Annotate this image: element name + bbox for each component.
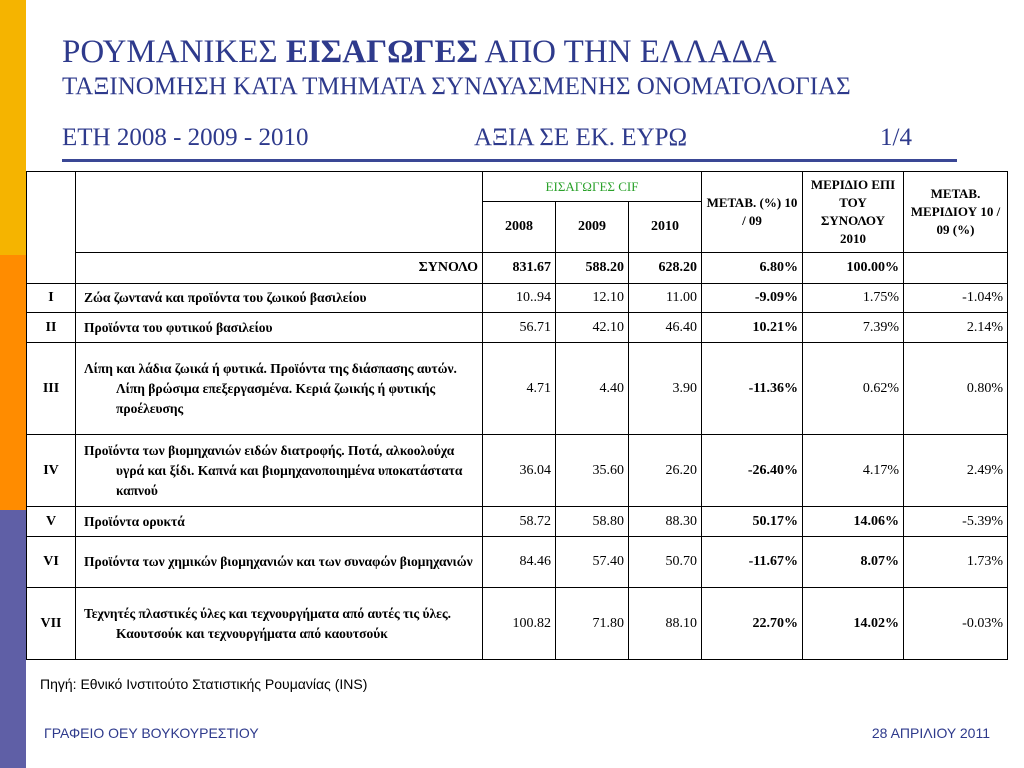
title-part-1: ΡΟΥΜΑΝΙΚΕΣ [62, 34, 286, 70]
sidebar-band-purple [0, 510, 26, 768]
row-number: IV [27, 435, 76, 507]
row-2010: 50.70 [629, 537, 702, 588]
total-row [27, 253, 1008, 284]
row-2010: 26.20 [629, 435, 702, 507]
row-2008: 100.82 [483, 588, 556, 660]
row-change: -26.40% [702, 435, 803, 507]
cif-header: ΕΙΣΑΓΩΓΕΣ CIF [483, 172, 702, 202]
total-share-change [904, 253, 1008, 284]
row-2009: 42.10 [556, 313, 629, 343]
row-2009: 57.40 [556, 537, 629, 588]
year-header: 2009 [556, 202, 629, 253]
value-unit-label: ΑΞΙΑ ΣΕ ΕΚ. ΕΥΡΩ [474, 124, 688, 151]
row-2008: 84.46 [483, 537, 556, 588]
row-change: 22.70% [702, 588, 803, 660]
imports-table [26, 171, 1008, 660]
total-2009: 588.20 [556, 253, 629, 284]
row-number: III [27, 343, 76, 435]
row-2008: 56.71 [483, 313, 556, 343]
row-share-change: -1.04% [904, 284, 1008, 313]
table-row [27, 313, 1008, 343]
row-2008: 58.72 [483, 507, 556, 537]
header-empty-desc [76, 172, 483, 253]
table-row [27, 435, 1008, 507]
sidebar-decoration [0, 0, 26, 768]
title-divider [62, 159, 957, 162]
row-description: Προϊόντα του φυτικού βασιλείου [76, 313, 483, 343]
page-title [62, 32, 962, 72]
share-header: ΜΕΡΙΔΙΟ ΕΠΙ ΤΟΥ ΣΥΝΟΛΟΥ 2010 [803, 172, 904, 253]
row-2010: 3.90 [629, 343, 702, 435]
year-header: 2008 [483, 202, 556, 253]
page-subtitle: ΤΑΞΙΝΟΜΗΣΗ ΚΑΤΑ ΤΜΗΜΑΤΑ ΣΥΝΔΥΑΣΜΕΝΗΣ ΟΝΟΜΑΤΟΛΟΓΙΑΣ [62, 73, 851, 100]
row-2008: 10..94 [483, 284, 556, 313]
row-2008: 4.71 [483, 343, 556, 435]
row-share: 0.62% [803, 343, 904, 435]
row-share-change: 1.73% [904, 537, 1008, 588]
page-number: 1/4 [880, 124, 912, 151]
row-description: Προϊόντα των βιομηχανιών ειδών διατροφής. Ποτά, αλκοολούχα υγρά και ξίδι. Καπνά και βιομηχανοποιημένα υποκατάστατα καπνού [76, 435, 483, 507]
row-number: VI [27, 537, 76, 588]
row-number: II [27, 313, 76, 343]
table-row [27, 537, 1008, 588]
row-number: VII [27, 588, 76, 660]
row-2009: 12.10 [556, 284, 629, 313]
total-share: 100.00% [803, 253, 904, 284]
source-note: Πηγή: Εθνικό Ινστιτούτο Στατιστικής Ρουμανίας (INS) [40, 676, 368, 692]
row-2009: 58.80 [556, 507, 629, 537]
row-2010: 88.10 [629, 588, 702, 660]
share-change-header: ΜΕΤΑΒ. ΜΕΡΙΔΙΟΥ 10 / 09 (%) [904, 172, 1008, 253]
row-2010: 11.00 [629, 284, 702, 313]
row-change: 10.21% [702, 313, 803, 343]
row-2009: 4.40 [556, 343, 629, 435]
row-number: I [27, 284, 76, 313]
row-description: Λίπη και λάδια ζωικά ή φυτικά. Προϊόντα της διάσπασης αυτών. Λίπη βρώσιμα επεξεργασμένα. Κεριά ζωικής ή φυτικής προέλευσης [76, 343, 483, 435]
row-share: 4.17% [803, 435, 904, 507]
row-description: Ζώα ζωντανά και προϊόντα του ζωικού βασιλείου [76, 284, 483, 313]
title-part-3: ΑΠΟ ΤΗΝ ΕΛΛΑΔΑ [478, 34, 777, 70]
row-change: -11.36% [702, 343, 803, 435]
row-number: V [27, 507, 76, 537]
title-part-bold: ΕΙΣΑΓΩΓΕΣ [285, 34, 479, 70]
row-2010: 88.30 [629, 507, 702, 537]
table-row [27, 507, 1008, 537]
sidebar-band-yellow [0, 0, 26, 255]
row-description: Προϊόντα ορυκτά [76, 507, 483, 537]
total-change: 6.80% [702, 253, 803, 284]
row-share: 7.39% [803, 313, 904, 343]
total-2008: 831.67 [483, 253, 556, 284]
change-header: ΜΕΤΑΒ. (%) 10 / 09 [702, 172, 803, 253]
footer-office: ΓΡΑΦΕΙΟ ΟΕΥ ΒΟΥΚΟΥΡΕΣΤΙΟΥ [44, 725, 259, 741]
total-2010: 628.20 [629, 253, 702, 284]
row-2008: 36.04 [483, 435, 556, 507]
table-row [27, 343, 1008, 435]
years-label: ΕΤΗ 2008 - 2009 - 2010 [62, 124, 309, 151]
row-2009: 71.80 [556, 588, 629, 660]
table-row [27, 588, 1008, 660]
row-share: 14.06% [803, 507, 904, 537]
row-share-change: 2.49% [904, 435, 1008, 507]
row-change: -9.09% [702, 284, 803, 313]
row-2010: 46.40 [629, 313, 702, 343]
row-share-change: 0.80% [904, 343, 1008, 435]
row-share-change: -0.03% [904, 588, 1008, 660]
row-change: 50.17% [702, 507, 803, 537]
title-block [62, 32, 962, 151]
row-2009: 35.60 [556, 435, 629, 507]
row-share: 8.07% [803, 537, 904, 588]
header-empty-num [27, 172, 76, 284]
sidebar-band-orange [0, 255, 26, 510]
row-change: -11.67% [702, 537, 803, 588]
row-share: 1.75% [803, 284, 904, 313]
footer-date: 28 ΑΠΡΙΛΙΟΥ 2011 [871, 725, 990, 741]
row-description: Προϊόντα των χημικών βιομηχανιών και των συναφών βιομηχανιών [76, 537, 483, 588]
table-row [27, 284, 1008, 313]
header-row-1 [27, 172, 1008, 202]
row-share-change: 2.14% [904, 313, 1008, 343]
row-description: Τεχνητές πλαστικές ύλες και τεχνουργήματα από αυτές τις ύλες. Καουτσούκ και τεχνουργήματα από καουτσούκ [76, 588, 483, 660]
total-label: ΣΥΝΟΛΟ [76, 253, 483, 284]
year-header: 2010 [629, 202, 702, 253]
row-share-change: -5.39% [904, 507, 1008, 537]
row-share: 14.02% [803, 588, 904, 660]
